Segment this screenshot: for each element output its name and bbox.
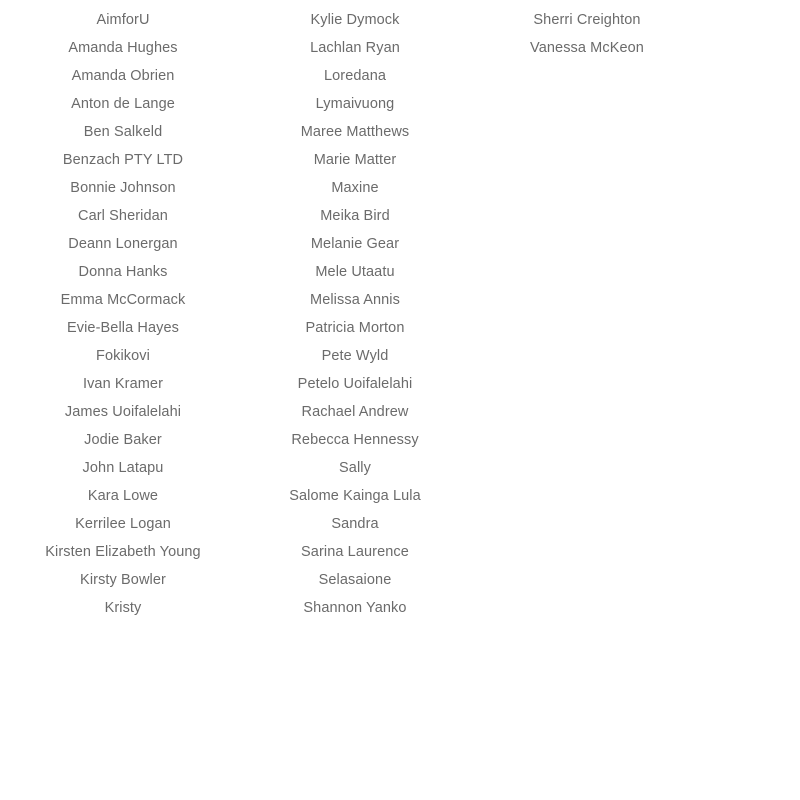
name-list-item[interactable]: Lachlan Ryan	[310, 40, 400, 56]
name-list-item[interactable]: John Latapu	[82, 460, 164, 476]
name-list-item[interactable]: Maxine	[331, 180, 379, 196]
name-list-item[interactable]: Ben Salkeld	[83, 124, 163, 140]
name-column-3	[471, 6, 703, 62]
name-list-item[interactable]: Patricia Morton	[305, 320, 405, 336]
name-list-item[interactable]: Kirsty Bowler	[80, 572, 166, 588]
name-list-item[interactable]: Rebecca Hennessy	[291, 432, 419, 448]
name-list-item[interactable]: Maree Matthews	[300, 124, 410, 140]
name-list-item[interactable]: Kara Lowe	[87, 488, 159, 504]
name-list-item[interactable]: Carl Sheridan	[78, 208, 168, 224]
name-list-item[interactable]: Deann Lonergan	[68, 236, 178, 252]
name-list-item[interactable]: Kerrilee Logan	[75, 516, 171, 532]
name-list-item[interactable]: Lymaivuong	[315, 96, 395, 112]
name-column-1	[7, 6, 239, 622]
name-list-item[interactable]: Emma McCormack	[60, 292, 186, 308]
name-list-item[interactable]: Donna Hanks	[78, 264, 168, 280]
name-list-item[interactable]: Petelo Uoifalelahi	[297, 376, 413, 392]
name-list-item[interactable]: Melanie Gear	[310, 236, 400, 252]
name-list-item[interactable]: Kirsten Elizabeth Young	[45, 544, 201, 560]
name-list-item[interactable]: Evie-Bella Hayes	[66, 320, 179, 336]
name-list-item[interactable]: Loredana	[323, 68, 387, 84]
name-list-item[interactable]: Benzach PTY LTD	[62, 152, 184, 168]
name-column-2	[239, 6, 471, 622]
name-list-item[interactable]: Salome Kainga Lula	[289, 488, 421, 504]
name-list-item[interactable]: Sherri Creighton	[533, 12, 641, 28]
name-list-item[interactable]: Rachael Andrew	[301, 404, 409, 420]
name-list	[7, 6, 703, 622]
name-list-item[interactable]: Amanda Obrien	[71, 68, 175, 84]
name-list-item[interactable]: Pete Wyld	[321, 348, 389, 364]
name-list-item[interactable]: Jodie Baker	[84, 432, 162, 448]
name-list-item[interactable]: Kristy	[104, 600, 142, 616]
name-list-item[interactable]: Amanda Hughes	[68, 40, 178, 56]
name-list-item[interactable]: Marie Matter	[313, 152, 397, 168]
name-list-item[interactable]: Sarina Laurence	[301, 544, 409, 560]
name-list-item[interactable]: Melissa Annis	[310, 292, 400, 308]
name-list-item[interactable]: Meika Bird	[320, 208, 390, 224]
name-list-item[interactable]: Shannon Yanko	[303, 600, 407, 616]
name-list-item[interactable]: Selasaione	[318, 572, 392, 588]
name-list-item[interactable]: Ivan Kramer	[82, 376, 164, 392]
name-list-item[interactable]: Kylie Dymock	[310, 12, 400, 28]
name-list-item[interactable]: Fokikovi	[96, 348, 150, 364]
name-list-item[interactable]: Anton de Lange	[71, 96, 175, 112]
name-list-item[interactable]: Vanessa McKeon	[530, 40, 644, 56]
name-list-item[interactable]: Sally	[339, 460, 371, 476]
name-list-item[interactable]: Sandra	[331, 516, 379, 532]
name-list-item[interactable]: James Uoifalelahi	[64, 404, 182, 420]
name-list-item[interactable]: Bonnie Johnson	[70, 180, 176, 196]
name-list-item[interactable]: Mele Utaatu	[315, 264, 395, 280]
name-list-item[interactable]: AimforU	[96, 12, 150, 28]
